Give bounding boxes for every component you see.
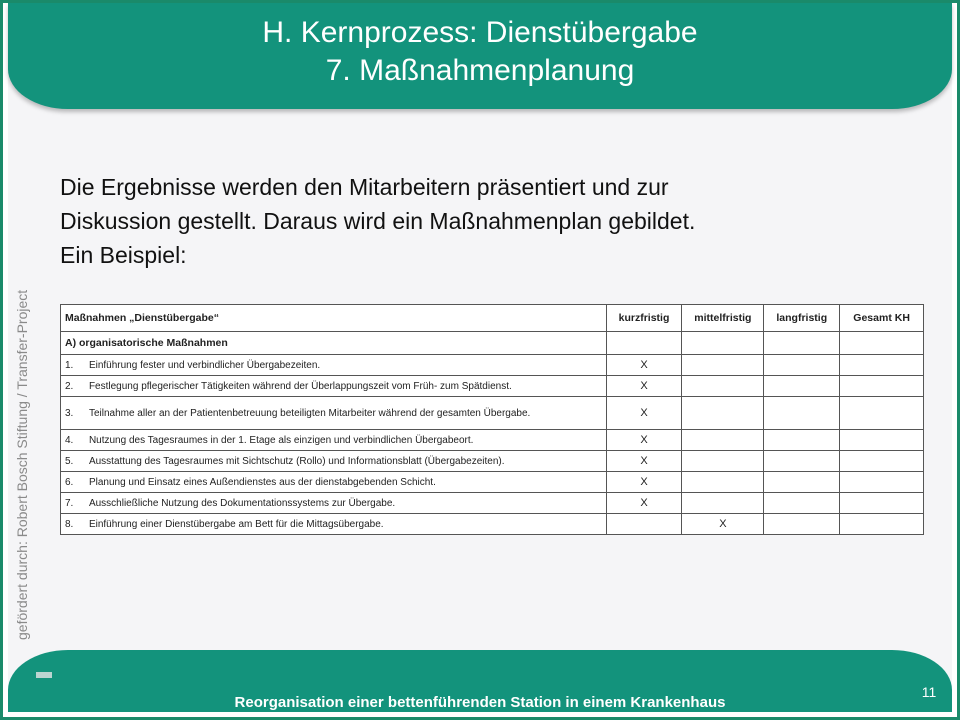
footer-title: Reorganisation einer bettenführenden Station in einem Krankenhaus (234, 694, 726, 711)
cell-total (840, 397, 924, 430)
section-cell (682, 332, 764, 355)
cell-medium-term (682, 397, 764, 430)
intro-line-2: Diskussion gestellt. Daraus wird ein Maßnahmenplan gebildet. (60, 208, 696, 234)
table-row (61, 451, 924, 472)
section-cell (840, 332, 924, 355)
cell-long-term (764, 376, 840, 397)
cell-short-term: X (606, 355, 682, 376)
row-text: Festlegung pflegerischer Tätigkeiten während der Überlappungszeit vom Früh- zum Spätdienst. (85, 376, 606, 397)
section-cell (764, 332, 840, 355)
cell-long-term (764, 397, 840, 430)
cell-short-term: X (606, 376, 682, 397)
cell-long-term (764, 355, 840, 376)
cell-medium-term (682, 493, 764, 514)
cell-medium-term (682, 355, 764, 376)
cell-total (840, 376, 924, 397)
table-row (61, 355, 924, 376)
header-cell-total: Gesamt KH (840, 305, 924, 332)
row-number: 7. (61, 493, 85, 514)
row-text: Planung und Einsatz eines Außendienstes aus der dienstabgebenden Schicht. (85, 472, 606, 493)
section-label: A) organisatorische Maßnahmen (61, 332, 607, 355)
header-cell-measures: Maßnahmen „Dienstübergabe“ (61, 305, 607, 332)
header-cell-medium-term: mittelfristig (682, 305, 764, 332)
table-row (61, 472, 924, 493)
table-row (61, 493, 924, 514)
row-number: 3. (61, 397, 85, 430)
sponsor-note: gefördert durch: Robert Bosch Stiftung / Transfer-Project (14, 289, 30, 640)
cell-long-term (764, 514, 840, 535)
intro-line-3: Ein Beispiel: (60, 242, 187, 268)
cell-medium-term (682, 430, 764, 451)
header-cell-long-term: langfristig (764, 305, 840, 332)
cell-short-term: X (606, 472, 682, 493)
page-number: 11 (921, 684, 937, 700)
row-text: Nutzung des Tagesraumes in der 1. Etage als einzigen und verbindlichen Übergabeort. (85, 430, 606, 451)
cell-long-term (764, 493, 840, 514)
cell-long-term (764, 451, 840, 472)
table-row (61, 397, 924, 430)
logo-mark (36, 672, 52, 678)
measures-table-container (60, 304, 924, 535)
cell-short-term (606, 514, 682, 535)
cell-total (840, 514, 924, 535)
title-line-2: 7. Maßnahmenplanung (325, 54, 635, 87)
row-text: Teilnahme aller an der Patientenbetreuung beteiligten Mitarbeiter während der gesamten Übergabe. (85, 397, 606, 430)
cell-medium-term (682, 376, 764, 397)
cell-medium-term (682, 472, 764, 493)
cell-long-term (764, 472, 840, 493)
row-text: Ausstattung des Tagesraumes mit Sichtschutz (Rollo) und Informationsblatt (Übergabezeiten). (85, 451, 606, 472)
row-number: 5. (61, 451, 85, 472)
row-number: 1. (61, 355, 85, 376)
intro-line-1: Die Ergebnisse werden den Mitarbeitern präsentiert und zur (60, 174, 669, 200)
page-title (8, 14, 952, 90)
table-row (61, 376, 924, 397)
row-number: 8. (61, 514, 85, 535)
row-number: 4. (61, 430, 85, 451)
cell-short-term: X (606, 397, 682, 430)
cell-medium-term: X (682, 514, 764, 535)
row-number: 2. (61, 376, 85, 397)
cell-total (840, 472, 924, 493)
cell-total (840, 493, 924, 514)
row-text: Einführung fester und verbindlicher Übergabezeiten. (85, 355, 606, 376)
cell-long-term (764, 430, 840, 451)
intro-text (60, 170, 920, 272)
cell-medium-term (682, 451, 764, 472)
cell-short-term: X (606, 430, 682, 451)
title-line-1: H. Kernprozess: Dienstübergabe (262, 16, 698, 49)
cell-total (840, 355, 924, 376)
row-text: Einführung einer Dienstübergabe am Bett für die Mittagsübergabe. (85, 514, 606, 535)
cell-total (840, 451, 924, 472)
table-header-row (61, 305, 924, 332)
row-number: 6. (61, 472, 85, 493)
table-row (61, 514, 924, 535)
section-row (61, 332, 924, 355)
header-cell-short-term: kurzfristig (606, 305, 682, 332)
row-text: Ausschließliche Nutzung des Dokumentationssystems zur Übergabe. (85, 493, 606, 514)
cell-total (840, 430, 924, 451)
cell-short-term: X (606, 451, 682, 472)
cell-short-term: X (606, 493, 682, 514)
table-row (61, 430, 924, 451)
section-cell (606, 332, 682, 355)
measures-table (60, 304, 924, 535)
